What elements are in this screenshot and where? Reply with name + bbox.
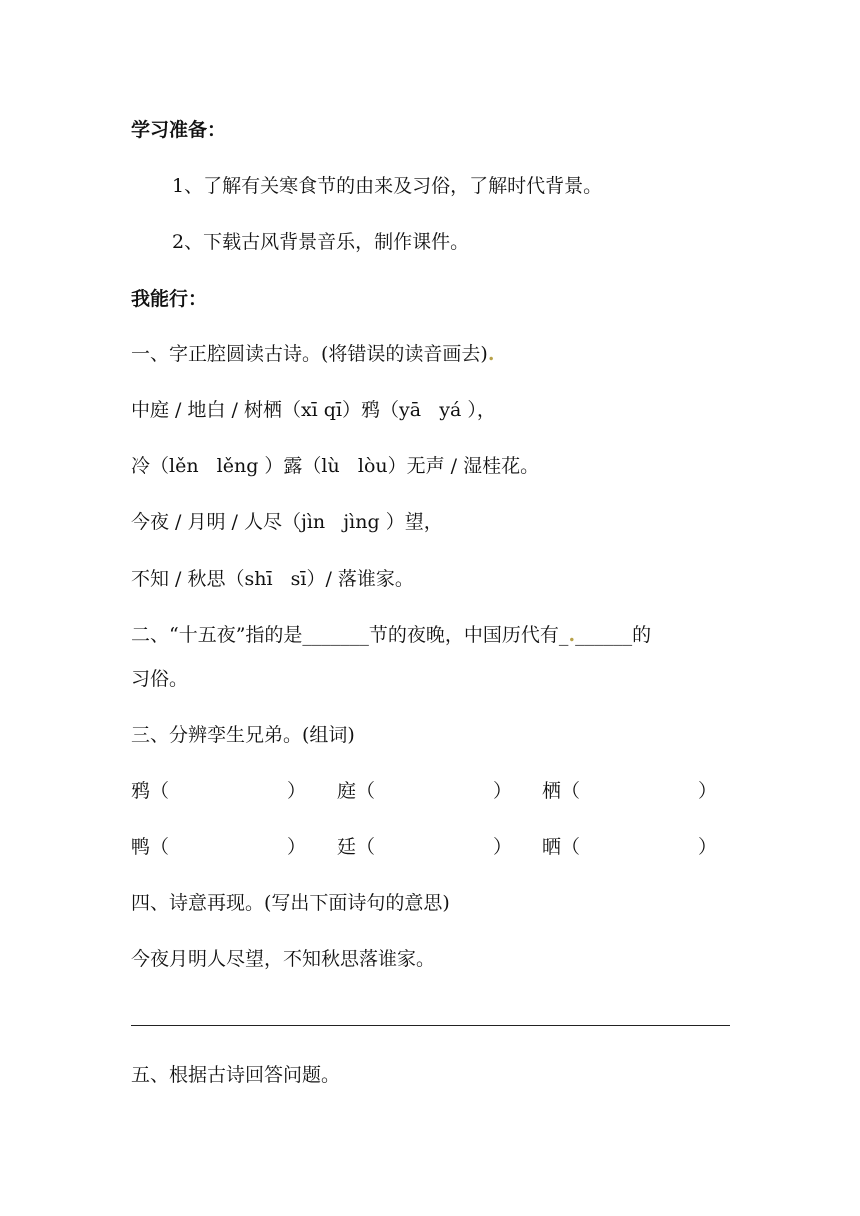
poem-line-1: 中庭 / 地白 / 树栖（xī qī）鸦（yā yá ），	[131, 399, 496, 421]
q3-r2-c1-open: 鸭（	[131, 836, 170, 858]
q3-r1-c1-open: 鸦（	[131, 780, 170, 802]
q2-text-before: 二、“十五夜”指的是_______节的夜晚，中国历代有_	[131, 624, 569, 646]
q3-r1-c3-open: 栖（	[542, 780, 581, 802]
section-prep-heading: 学习准备：	[131, 119, 227, 141]
q3-r2-c2-close: ）	[493, 836, 513, 858]
q2-dot: .	[568, 624, 576, 646]
poem-line-3: 今夜 / 月明 / 人尽（jìn jìng ）望，	[131, 511, 443, 533]
q3-r2-c2-open: 廷（	[337, 836, 376, 858]
q2-line-2: 习俗。	[131, 668, 189, 690]
answer-line	[131, 1025, 730, 1026]
q3-r2-c3-open: 晒（	[542, 836, 581, 858]
q3-r2-c3-close: ）	[698, 836, 718, 858]
q4-poem: 今夜月明人尽望，不知秋思落谁家。	[131, 948, 436, 970]
q4-title: 四、诗意再现。(写出下面诗句的意思)	[131, 892, 450, 914]
q3-title: 三、分辨孪生兄弟。(组词)	[131, 724, 355, 746]
poem-line-4: 不知 / 秋思（shī sī）/ 落谁家。	[131, 568, 414, 590]
q3-r1-c1-close: ）	[287, 780, 307, 802]
poem-line-2: 冷（lěn lěng ）露（lù lòu）无声 / 湿桂花。	[131, 455, 540, 477]
q3-r1-c2-open: 庭（	[337, 780, 376, 802]
q2-line-1	[131, 621, 651, 649]
q3-r1-c3-close: ）	[698, 780, 718, 802]
q2-text-after: ______的	[575, 624, 652, 646]
prep-item-1: 1、了解有关寒食节的由来及习俗，了解时代背景。	[172, 175, 603, 197]
q5-title: 五、根据古诗回答问题。	[131, 1064, 341, 1086]
prep-item-2: 2、下载古风背景音乐，制作课件。	[172, 231, 470, 253]
section-can-heading: 我能行：	[131, 288, 208, 310]
q1-title	[131, 340, 494, 368]
q1-title-text: 一、字正腔圆读古诗。(将错误的读音画去)	[131, 343, 488, 365]
q3-r2-c1-close: ）	[287, 836, 307, 858]
q3-r1-c2-close: ）	[493, 780, 513, 802]
q1-title-dot: .	[487, 343, 495, 365]
